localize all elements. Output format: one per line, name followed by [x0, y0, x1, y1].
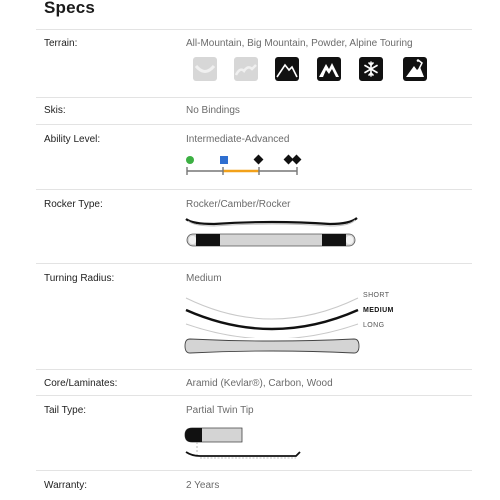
tail-type-label: Tail Type: [44, 405, 87, 416]
radius-short-label: SHORT [363, 292, 390, 299]
turning-radius-arcs [184, 288, 360, 338]
groomed-terrain-icon [193, 57, 217, 81]
turning-radius-value: Medium [186, 273, 222, 284]
terrain-value: All-Mountain, Big Mountain, Powder, Alpine Touring [186, 38, 413, 49]
divider [36, 369, 472, 370]
tail-profile-graphic [184, 424, 304, 464]
divider [36, 263, 472, 264]
green-circle-icon [186, 156, 194, 164]
moguls-terrain-icon [234, 57, 258, 81]
alpine-touring-terrain-icon [403, 57, 427, 81]
double-black-diamond-icon [292, 155, 302, 165]
divider [36, 470, 472, 471]
radius-long-label: LONG [363, 322, 385, 329]
blue-square-icon [220, 156, 228, 164]
ability-level-value: Intermediate-Advanced [186, 134, 290, 145]
skis-label: Skis: [44, 105, 66, 116]
core-laminates-value: Aramid (Kevlar®), Carbon, Wood [186, 378, 333, 389]
tail-type-value: Partial Twin Tip [186, 405, 254, 416]
divider [36, 29, 472, 30]
ability-level-label: Ability Level: [44, 134, 101, 145]
divider [36, 97, 472, 98]
page-title: Specs [44, 0, 96, 17]
ability-level-scale [182, 150, 306, 180]
ski-sidecut-graphic [184, 336, 360, 356]
big-mountain-terrain-icon [317, 57, 341, 81]
radius-medium-label: MEDIUM [363, 307, 394, 314]
core-laminates-label: Core/Laminates: [44, 378, 118, 389]
divider [36, 395, 472, 396]
warranty-label: Warranty: [44, 480, 87, 491]
skis-value: No Bindings [186, 105, 240, 116]
warranty-value: 2 Years [186, 480, 220, 491]
rocker-type-label: Rocker Type: [44, 199, 103, 210]
divider [36, 189, 472, 190]
rocker-profile-graphic [184, 212, 360, 252]
turning-radius-label: Turning Radius: [44, 273, 115, 284]
rocker-type-value: Rocker/Camber/Rocker [186, 199, 291, 210]
black-diamond-icon [254, 155, 264, 165]
powder-terrain-icon [359, 57, 383, 81]
all-mountain-terrain-icon [275, 57, 299, 81]
terrain-label: Terrain: [44, 38, 78, 49]
divider [36, 124, 472, 125]
